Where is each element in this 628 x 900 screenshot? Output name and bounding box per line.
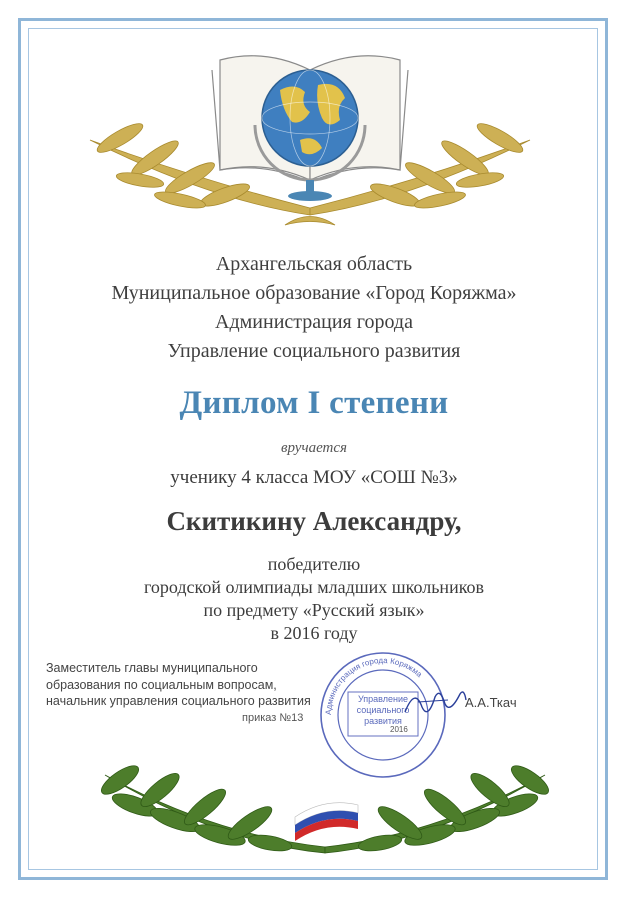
subject-line: по предмету «Русский язык»	[203, 600, 425, 620]
position-line: Заместитель главы муниципального	[46, 661, 258, 675]
municipality-line: Муниципальное образование «Город Коряжма»	[111, 282, 517, 304]
signature-position	[46, 660, 346, 710]
laurel-wreath-icon	[90, 735, 560, 865]
position-line: образования по социальным вопросам,	[46, 677, 277, 692]
administration-line: Администрация города	[215, 311, 413, 333]
winner-block	[0, 553, 628, 645]
olympiad-line: городской олимпиады младших школьников	[143, 577, 485, 597]
handwritten-signature-icon	[400, 682, 470, 722]
region-line: Архангельская область	[215, 253, 413, 275]
pupil-line: ученику 4 класса МОУ «СОШ №3»	[170, 467, 458, 488]
position-line: начальник управления социального развития	[46, 694, 311, 708]
header-block	[0, 250, 628, 366]
winner-line: победителю	[267, 554, 361, 574]
stamp-ring-text: Администрация города Коряжма	[323, 655, 424, 716]
order-number: приказ №13	[242, 712, 304, 724]
stamp-date: 2016	[390, 725, 408, 734]
signer-name: А.А.Ткач	[465, 695, 517, 710]
stamp-inner-text: Управление социального развития	[356, 694, 410, 726]
globe-book-emblem-icon	[60, 30, 560, 235]
recipient-name: Скитикину Александру,	[166, 506, 462, 536]
department-line: Управление социального развития	[167, 340, 461, 362]
russian-flag-ribbon-icon	[295, 803, 358, 841]
diploma-title: Диплом I степени	[179, 385, 449, 421]
year-line: в 2016 году	[270, 623, 358, 643]
awarded-label: вручается	[280, 440, 348, 456]
